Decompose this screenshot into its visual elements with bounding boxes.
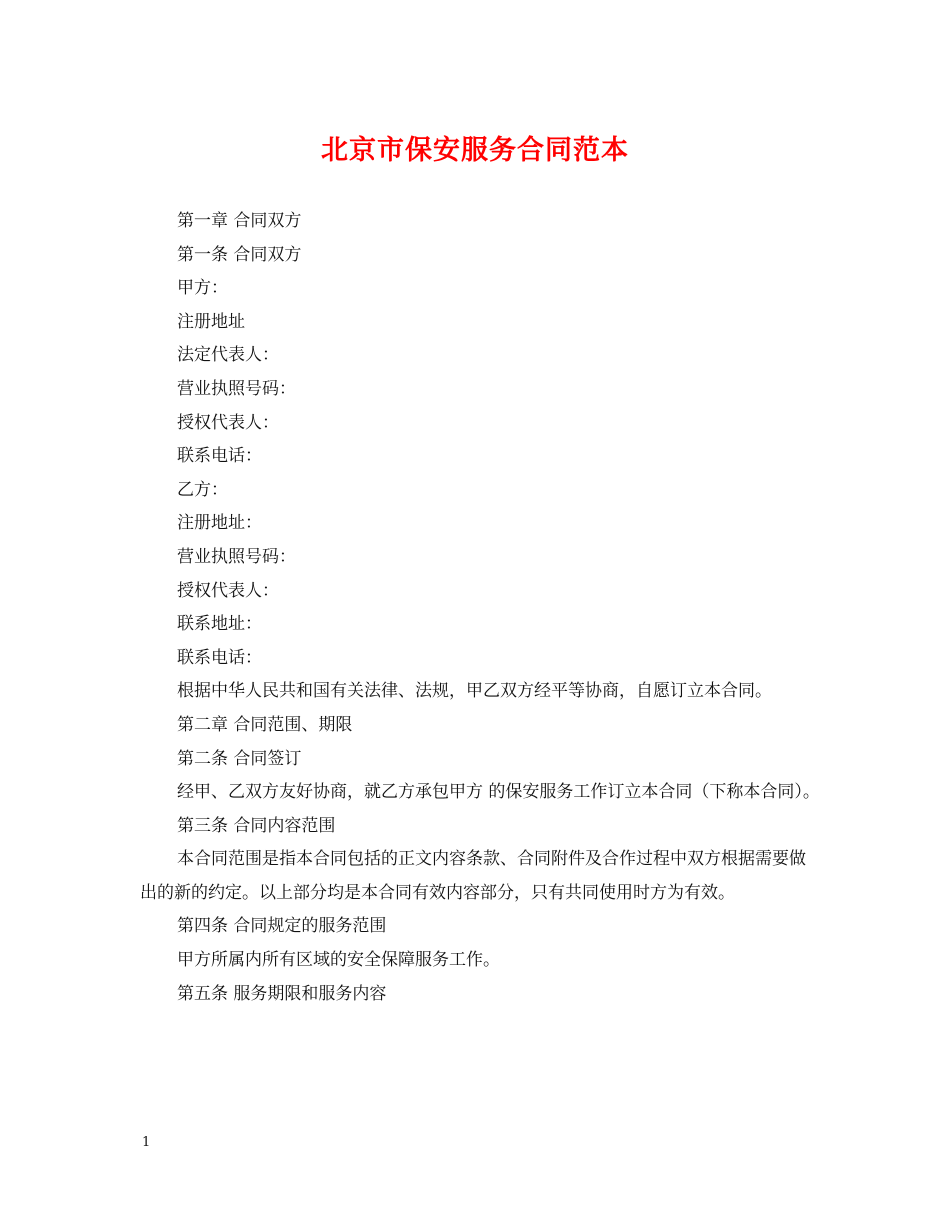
paragraph: 联系电话： — [177, 446, 262, 467]
paragraph: 甲方所属内所有区域的安全保障服务工作。 — [177, 950, 500, 971]
paragraph: 第二条 合同签订 — [177, 748, 302, 769]
paragraph: 甲方： — [177, 278, 228, 299]
paragraph: 第一章 合同双方 — [177, 211, 302, 231]
paragraph: 经甲、乙双方友好协商，就乙方承包甲方 的保安服务工作订立本合同（下称本合同）。 — [177, 782, 820, 803]
paragraph: 根据中华人民共和国有关法律、法规，甲乙双方经平等协商，自愿订立本合同。 — [177, 681, 772, 702]
paragraph: 第四条 合同规定的服务范围 — [177, 916, 387, 937]
page-number: 1 — [142, 1135, 151, 1150]
paragraph: 本合同范围是指本合同包括的正文内容条款、合同附件及合作过程中双方根据需要做出的新的约定。以上部分均是本合同有效内容部分，只有共同使用时方为有效。 — [140, 849, 806, 903]
document-title: 北京市保安服务合同范本 — [321, 135, 629, 166]
paragraph: 联系电话： — [177, 647, 262, 668]
paragraph: 联系地址： — [177, 614, 262, 635]
paragraph: 第三条 合同内容范围 — [177, 815, 336, 836]
paragraph: 第五条 服务期限和服务内容 — [177, 983, 387, 1004]
paragraph: 第二章 合同范围、期限 — [177, 714, 353, 735]
paragraph: 注册地址 — [177, 311, 245, 332]
paragraph: 营业执照号码： — [177, 546, 296, 567]
paragraph: 乙方： — [177, 479, 228, 500]
paragraph: 授权代表人： — [177, 412, 279, 433]
paragraph: 营业执照号码： — [177, 378, 296, 399]
paragraph: 第一条 合同双方 — [177, 244, 302, 265]
paragraph: 注册地址： — [177, 513, 262, 534]
paragraph: 授权代表人： — [177, 580, 279, 601]
document-body — [140, 205, 820, 1011]
paragraph: 法定代表人： — [177, 345, 279, 366]
